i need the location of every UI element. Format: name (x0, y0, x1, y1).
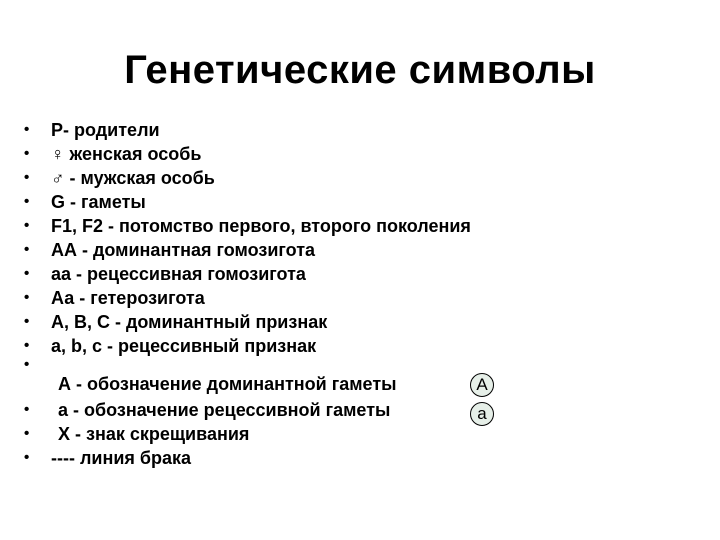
bullet-dot: • (24, 217, 30, 234)
bullet-dot: • (24, 425, 30, 442)
bullet-dot: • (24, 145, 30, 162)
bullet-dot: • (24, 169, 30, 186)
slide-title: Генетические символы (124, 48, 596, 92)
bullet-dot: • (24, 401, 30, 418)
list-item-text: ♂ - мужская особь (51, 168, 215, 188)
list-item-text: G - гаметы (51, 192, 146, 212)
bullet-dot: • (24, 289, 30, 306)
bullet-dot: • (24, 356, 30, 373)
list-item-text: А - обозначение доминантной гаметы (58, 374, 397, 394)
list-item-text: F1, F2 - потомство первого, второго поколения (51, 216, 471, 236)
list-item-text: АА - доминантная гомозигота (51, 240, 316, 260)
list-item-text: ♀ женская особь (51, 144, 202, 164)
list-item-text: а - обозначение рецессивной гаметы (58, 400, 391, 420)
recessive-gamete-circle: а (470, 402, 494, 426)
bullet-dot: • (24, 121, 30, 138)
bullet-dot: • (24, 265, 30, 282)
list-item-text: a, b, c - рецессивный признак (51, 336, 317, 356)
list-item-text: ---- линия брака (51, 448, 192, 468)
list-item-text: А, В, С - доминантный признак (51, 312, 328, 332)
list-item-text: Аа - гетерозигота (51, 288, 205, 308)
list-item-text: Р- родители (51, 120, 160, 140)
dominant-gamete-circle: А (470, 373, 494, 397)
bullet-dot: • (24, 449, 30, 466)
list-item-text: аа - рецессивная гомозигота (51, 264, 306, 284)
bullet-dot: • (24, 193, 30, 210)
list-item-text: Х - знак скрещивания (58, 424, 250, 444)
bullet-dot: • (24, 313, 30, 330)
bullet-dot: • (24, 337, 30, 354)
bullet-dot: • (24, 241, 30, 258)
